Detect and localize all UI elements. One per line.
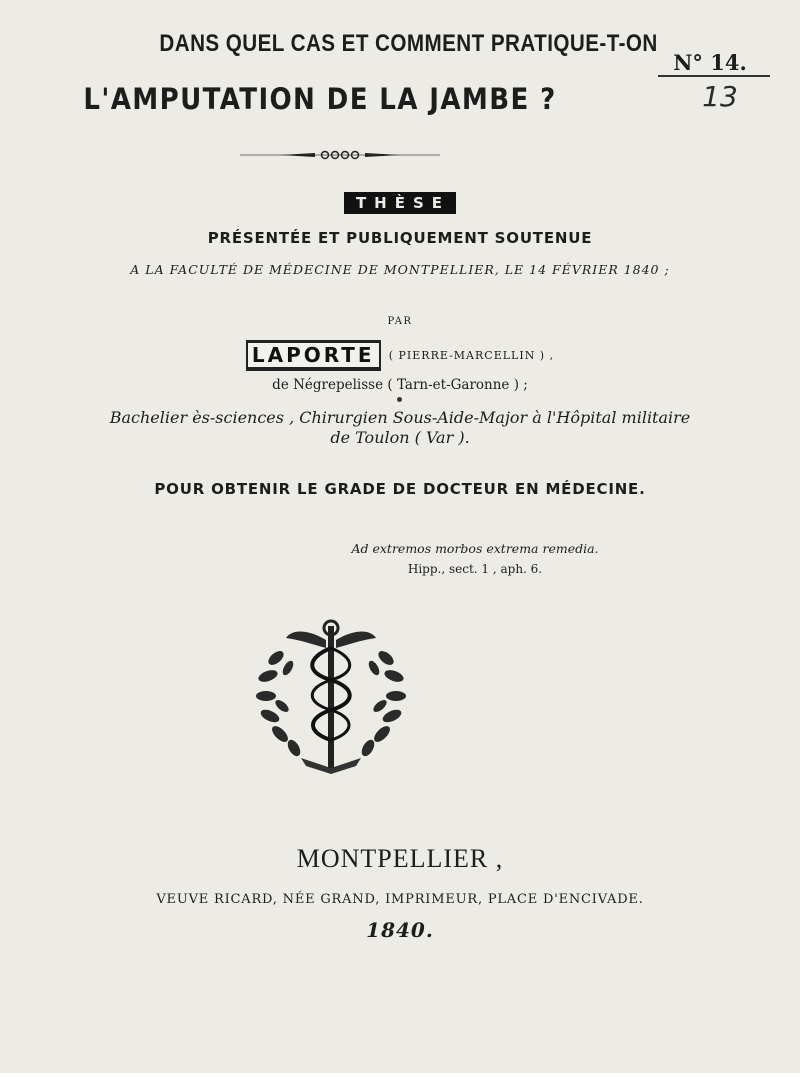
ornamental-rule-icon: [240, 148, 440, 162]
epigraph-source: Hipp., sect. 1 , aph. 6.: [407, 562, 543, 576]
caduceus-wreath-emblem-icon: [246, 618, 416, 778]
author-titles-line-2: de Toulon ( Var ).: [330, 428, 470, 447]
imprint-year: 1840.: [366, 918, 434, 942]
author-titles-line-1: Bachelier ès-sciences , Chirurgien Sous-Aide-Major à l'Hôpital militaire: [109, 408, 691, 427]
these-label: THÈSE: [344, 192, 456, 214]
imprint-city: MONTPELLIER ,: [296, 844, 504, 873]
author-line: [0, 340, 800, 371]
par-label: PAR: [387, 316, 413, 327]
separator-dot: [397, 397, 402, 402]
epigraph-quote: Ad extremos morbos extrema remedia.: [351, 541, 599, 556]
number-rule: [658, 75, 770, 77]
faculty-line: A LA FACULTÉ DE MÉDECINE DE MONTPELLIER, LE 14 FÉVRIER 1840 ;: [130, 262, 670, 277]
author-surname: LAPORTE: [246, 340, 381, 371]
these-heading: [250, 192, 550, 214]
author-given-names: ( PIERRE-MARCELLIN ) ,: [388, 349, 555, 362]
epigraph: [340, 538, 610, 580]
question-line: DANS QUEL CAS ET COMMENT PRATIQUE-T-ON: [159, 30, 658, 57]
author-titles: [0, 408, 800, 448]
presented-line: PRÉSENTÉE ET PUBLIQUEMENT SOUTENUE: [207, 229, 593, 247]
author-origin: de Négrepelisse ( Tarn-et-Garonne ) ;: [272, 377, 528, 393]
handwritten-mark: 13: [702, 80, 738, 113]
degree-purpose: POUR OBTENIR LE GRADE DE DOCTEUR EN MÉDECINE.: [154, 480, 646, 498]
imprint-printer: VEUVE RICARD, NÉE GRAND, IMPRIMEUR, PLACE D'ENCIVADE.: [156, 892, 644, 907]
thesis-number: N° 14.: [673, 50, 747, 75]
main-title: L'AMPUTATION DE LA JAMBE ?: [83, 82, 557, 116]
